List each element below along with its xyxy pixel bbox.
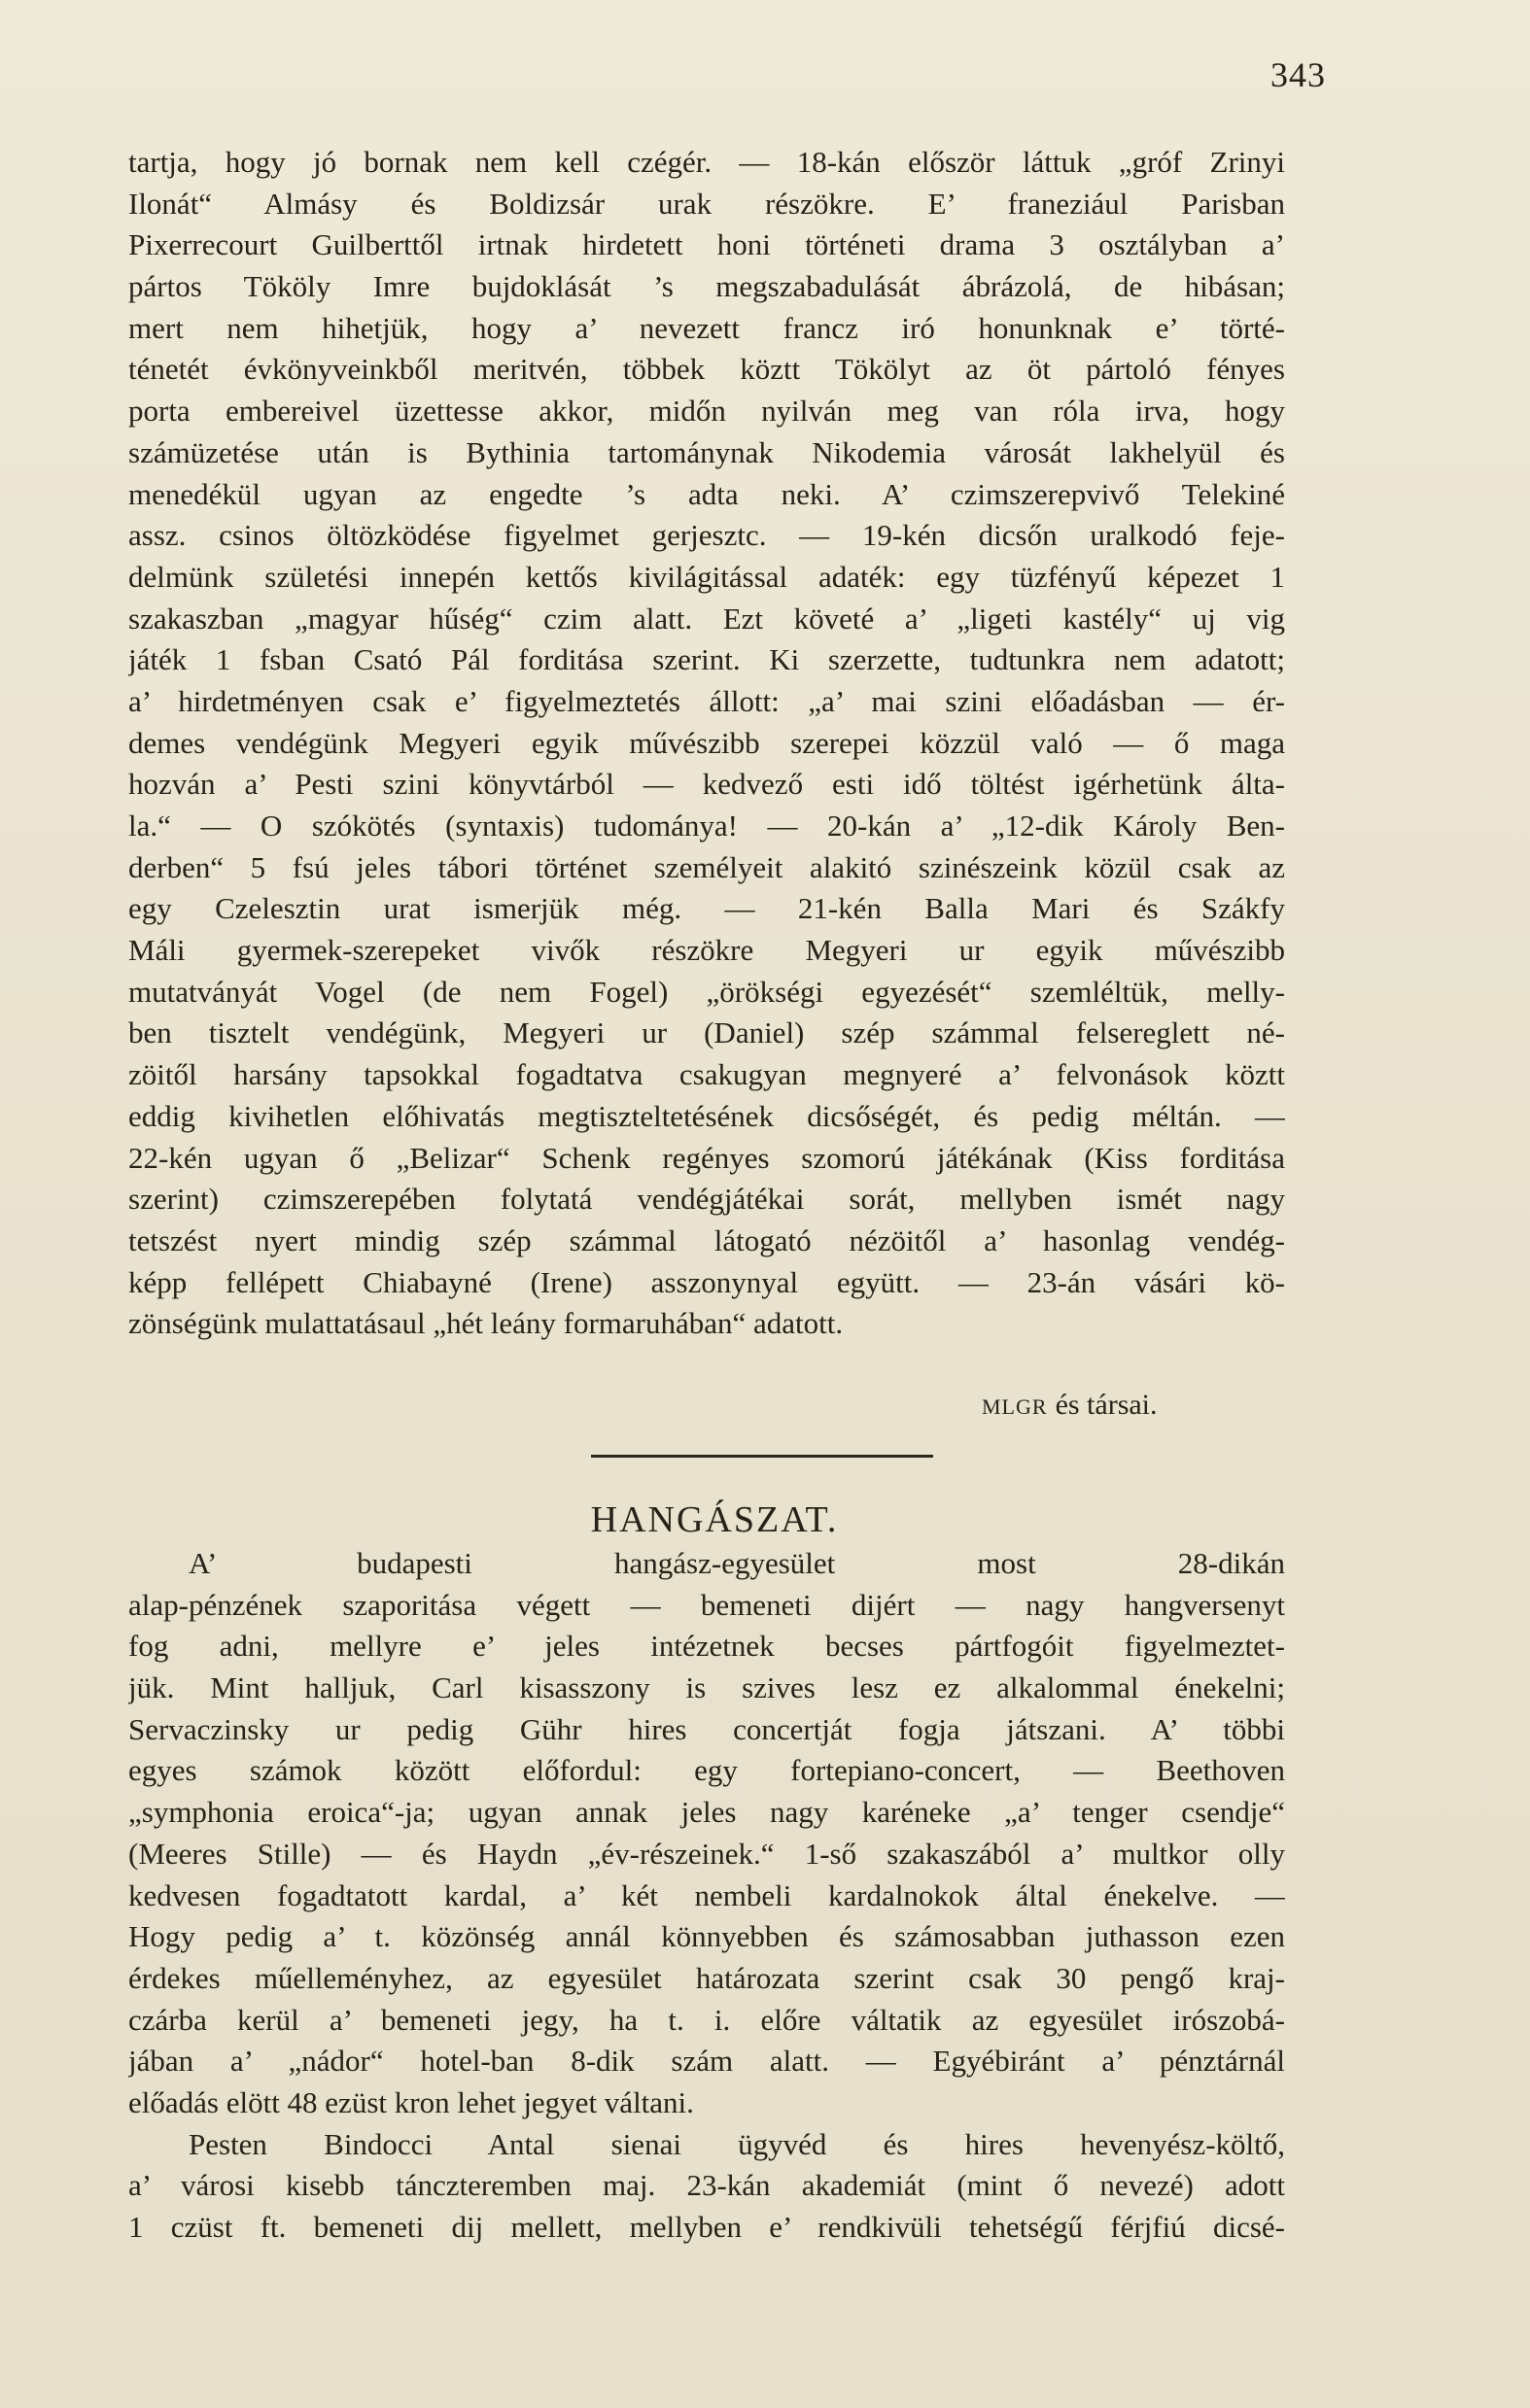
text-line: assz. csinos öltözködése figyelmet gerjesztc. — 19-kén dicsőn uralkodó feje- <box>128 518 1285 553</box>
text-line: egyes számok között előfordul: egy fortepiano-concert, — Beethoven <box>128 1753 1285 1788</box>
text-line: egy Czelesztin urat ismerjük még. — 21-kén Balla Mari és Szákfy <box>128 891 1285 926</box>
text-line: szakaszban „magyar hűség“ czim alatt. Ezt követé a’ „ligeti kastély“ uj vig <box>128 601 1285 636</box>
text-line: számüzetése után is Bythinia tartománynak Nikodemia városát lakhelyül és <box>128 434 1285 469</box>
page-number: 343 <box>1270 55 1326 94</box>
signature-text: és társai. <box>1055 1389 1158 1421</box>
section-divider <box>591 1455 933 1458</box>
concert-announcement-text <box>128 1543 1285 2249</box>
section-heading: HANGÁSZAT. <box>590 1499 839 1540</box>
text-line: eddig kivihetlen előhivatás megtiszteltetésének dicsőségét, és pedig méltán. — <box>128 1098 1285 1133</box>
signature <box>982 1385 1158 1428</box>
text-line: előadás elött 48 ezüst kron lehet jegyet váltani. <box>128 2084 694 2119</box>
text-line: Máli gyermek-szerepeket vivők részökre Megyeri ur egyik művészibb <box>128 933 1285 968</box>
text-line: jában a’ „nádor“ hotel-ban 8-dik szám alatt. — Egyébiránt a’ pénztárnál <box>128 2044 1285 2079</box>
text-line: A’ budapesti hangász-egyesület most 28-dikán <box>189 1546 1285 1580</box>
text-line: fog adni, mellyre e’ jeles intézetnek becses pártfogóit figyelmeztet- <box>128 1629 1285 1664</box>
text-line: érdekes műelleményhez, az egyesület határozata szerint csak 30 pengő kraj- <box>128 1960 1285 1995</box>
text-line: tetszést nyert mindig szép számmal látogató nézöitől a’ hasonlag vendég- <box>128 1222 1285 1257</box>
text-line: 1 czüst ft. bemeneti dij mellett, mellyben e’ rendkivüli tehetségű férjfiú dicsé- <box>128 2210 1285 2244</box>
text-line: zöitől harsány tapsokkal fogadtatva csakugyan megnyeré a’ felvonások köztt <box>128 1057 1285 1092</box>
text-line: (Meeres Stille) — és Haydn „év-részeinek.“ 1-ső szakaszából a’ multkor olly <box>128 1836 1285 1871</box>
text-line: la.“ — O szókötés (syntaxis) tudománya! — 20-kán a’ „12-dik Károly Ben- <box>128 808 1285 843</box>
text-line: kedvesen fogadtatott kardal, a’ két nembeli kardalnokok által énekelve. — <box>128 1877 1285 1912</box>
text-line: Ilonát“ Almásy és Boldizsár urak részökre. E’ franeziául Parisban <box>128 186 1285 221</box>
text-line: jük. Mint halljuk, Carl kisasszony is szives lesz ez alkalommal énekelni; <box>128 1670 1285 1705</box>
text-line: szerint) czimszerepében folytatá vendégjátékai sorát, mellyben ismét nagy <box>128 1182 1285 1217</box>
text-line: tartja, hogy jó bornak nem kell czégér. — 18-kán először láttuk „gróf Zrinyi <box>128 145 1285 179</box>
text-line: czárba kerül a’ bemeneti jegy, ha t. i. előre váltatik az egyesület irószobá- <box>128 2002 1285 2037</box>
text-line: menedékül ugyan az engedte ’s adta neki. A’ czimszerepvivő Telekiné <box>128 476 1285 511</box>
text-line: zönségünk mulattatásaul „hét leány formaruhában“ adatott. <box>128 1306 844 1341</box>
text-line: demes vendégünk Megyeri egyik művészibb szerepei közzül való — ő maga <box>128 725 1285 760</box>
text-line: a’ városi kisebb tánczteremben maj. 23-kán akademiát (mint ő nevezé) adott <box>128 2168 1285 2203</box>
text-line: porta embereivel üzettesse akkor, midőn nyilván meg van róla irva, hogy <box>128 394 1285 429</box>
text-line: ténetét évkönyveinkből meritvén, többek köztt Tökölyt az öt pártoló fényes <box>128 352 1285 387</box>
text-line: képp fellépett Chiabayné (Irene) asszonynyal együtt. — 23-án vásári kö- <box>128 1264 1285 1299</box>
text-line: pártos Tököly Imre bujdoklását ’s megszabadulását ábrázolá, de hibásan; <box>128 269 1285 304</box>
text-line: játék 1 fsban Csató Pál forditása szerint. Ki szerzette, tudtunkra nem adatott; <box>128 642 1285 677</box>
text-line: Hogy pedig a’ t. közönség annál könnyebben és számosabban juthasson ezen <box>128 1919 1285 1954</box>
text-line: delmünk születési innepén kettős kivilágitással adaték: egy tüzfényű képezet 1 <box>128 559 1285 594</box>
text-line: ben tisztelt vendégünk, Megyeri ur (Daniel) szép számmal felsereglett né- <box>128 1015 1285 1050</box>
text-line: derben“ 5 fsú jeles tábori történet személyeit alakitó szinészeink közül csak az <box>128 849 1285 884</box>
text-line: Servaczinsky ur pedig Gühr hires concertját fogja játszani. A’ többi <box>128 1711 1285 1746</box>
text-line: „symphonia eroica“-ja; ugyan annak jeles nagy karéneke „a’ tenger csendje“ <box>128 1795 1285 1830</box>
theatre-report-text <box>128 142 1285 1345</box>
text-line: alap-pénzének szaporitása végett — bemeneti dijért — nagy hangversenyt <box>128 1587 1285 1622</box>
text-line: a’ hirdetményen csak e’ figyelmeztetés állott: „a’ mai szini előadásban — ér- <box>128 683 1285 718</box>
signature-initials: MLGR <box>982 1394 1048 1419</box>
text-line: mert nem hihetjük, hogy a’ nevezett francz iró honunknak e’ törté- <box>128 310 1285 345</box>
text-line: Pixerrecourt Guilberttől irtnak hirdetett honi történeti drama 3 osztályban a’ <box>128 227 1285 262</box>
text-line: Pesten Bindocci Antal sienai ügyvéd és hires hevenyész-költő, <box>189 2126 1285 2161</box>
text-line: 22-kén ugyan ő „Belizar“ Schenk regényes szomorú játékának (Kiss forditása <box>128 1140 1285 1175</box>
text-line: hozván a’ Pesti szini könyvtárból — kedvező esti idő töltést igérhetünk álta- <box>128 767 1285 802</box>
text-line: mutatványát Vogel (de nem Fogel) „örökségi egyezését“ szemléltük, melly- <box>128 974 1285 1009</box>
